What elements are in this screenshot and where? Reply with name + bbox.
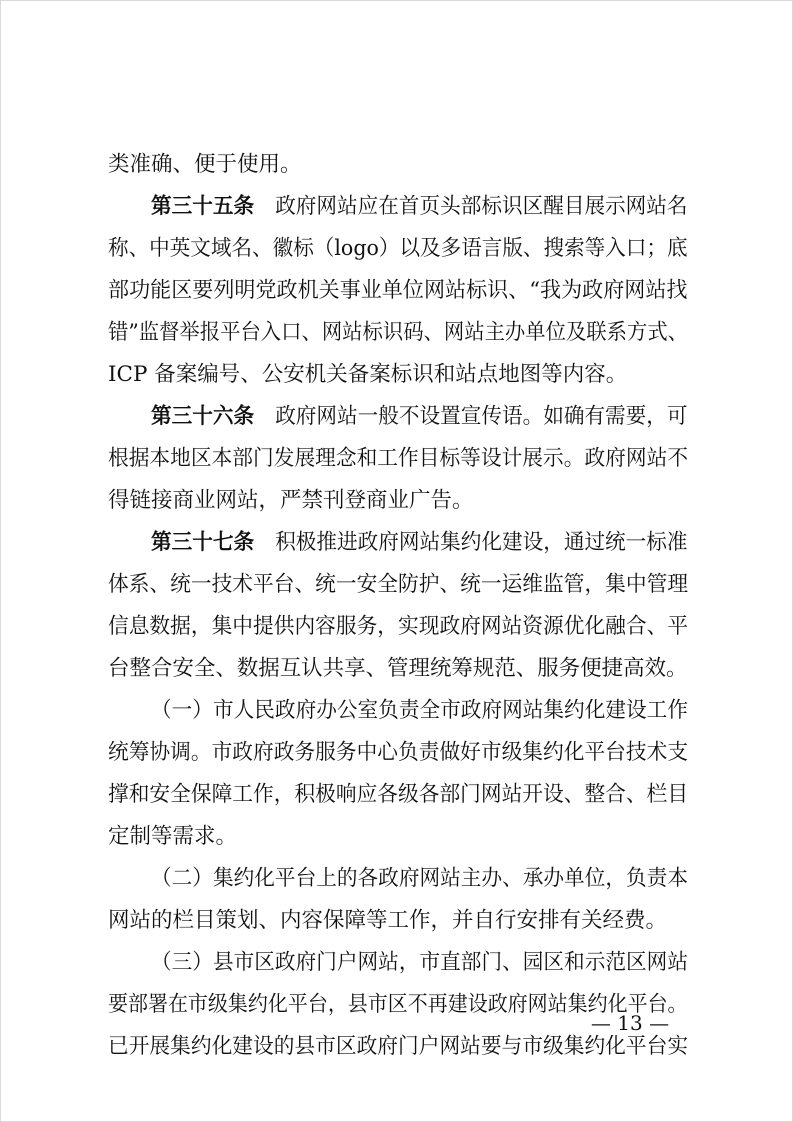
line-text: （一）市人民政府办公室负责全市政府网站集约化建设工作: [151, 698, 688, 723]
line-text: 政府网站一般不设置宣传语。如确有需要，可: [275, 404, 688, 429]
line-text: 信息数据，集中提供内容服务，实现政府网站资源优化融合、平: [108, 614, 689, 639]
article-36-line: [151, 397, 688, 437]
line-text: 已开展集约化建设的县市区政府门户网站要与市级集约化平台实: [108, 1034, 689, 1059]
line-text: 根据本地区本部门发展理念和工作目标等设计展示。政府网站不: [108, 446, 689, 471]
text-line: [108, 145, 302, 185]
article-heading: 第三十七条: [151, 530, 255, 555]
line-text: 称、中英文域名、徽标（logo）以及多语言版、搜索等入口；底: [108, 236, 688, 261]
line-text: 得链接商业网站，严禁刊登商业广告。: [108, 488, 474, 513]
line-text: 要部署在市级集约化平台，县市区不再建设政府网站集约化平台。: [108, 992, 688, 1017]
line-text: 撑和安全保障工作，积极响应各级各部门网站开设、整合、栏目: [108, 782, 689, 807]
text-line: [108, 439, 688, 479]
line-text: （二）集约化平台上的各政府网站主办、承办单位，负责本: [151, 866, 688, 891]
line-text: 类准确、便于使用。: [108, 152, 302, 177]
line-text: 台整合安全、数据互认共享、管理统筹规范、服务便捷高效。: [108, 656, 688, 681]
text-line: [108, 733, 688, 773]
line-text: 错”监督举报平台入口、网站标识码、网站主办单位及联系方式、: [108, 320, 689, 345]
text-line: [108, 355, 627, 395]
line-text: （三）县市区政府门户网站，市直部门、园区和示范区网站: [151, 950, 688, 975]
text-line: [108, 271, 687, 311]
text-line: [108, 649, 688, 689]
clause-1-line: [151, 691, 688, 731]
article-heading: 第三十六条: [151, 404, 255, 429]
article-35-line: [151, 187, 688, 227]
page-number: — 13 —: [590, 1011, 670, 1035]
line-text: 网站的栏目策划、内容保障等工作，并自行安排有关经费。: [108, 908, 668, 933]
clause-3-line: [151, 943, 688, 983]
text-line: [108, 607, 688, 647]
text-line: [108, 229, 688, 269]
clause-2-line: [151, 859, 688, 899]
line-text: 政府网站应在首页头部标识区醒目展示网站名: [275, 194, 688, 219]
line-text: 积极推进政府网站集约化建设，通过统一标准: [275, 530, 688, 555]
text-line: [108, 481, 474, 521]
text-line: [108, 565, 688, 605]
article-37-line: [151, 523, 688, 563]
article-heading: 第三十五条: [151, 194, 255, 219]
line-text: ICP 备案编号、公安机关备案标识和站点地图等内容。: [108, 362, 628, 387]
text-line: [108, 775, 688, 815]
line-text: 体系、统一技术平台、统一安全防护、统一运维监管，集中管理: [108, 572, 689, 597]
line-text: 定制等需求。: [108, 824, 238, 849]
text-line: [108, 817, 237, 857]
text-line: [108, 313, 688, 353]
line-text: 统筹协调。市政府政务服务中心负责做好市级集约化平台技术支: [108, 740, 689, 765]
line-text: 部功能区要列明党政机关事业单位网站标识、“我为政府网站找: [108, 278, 688, 303]
text-line: [108, 901, 667, 941]
